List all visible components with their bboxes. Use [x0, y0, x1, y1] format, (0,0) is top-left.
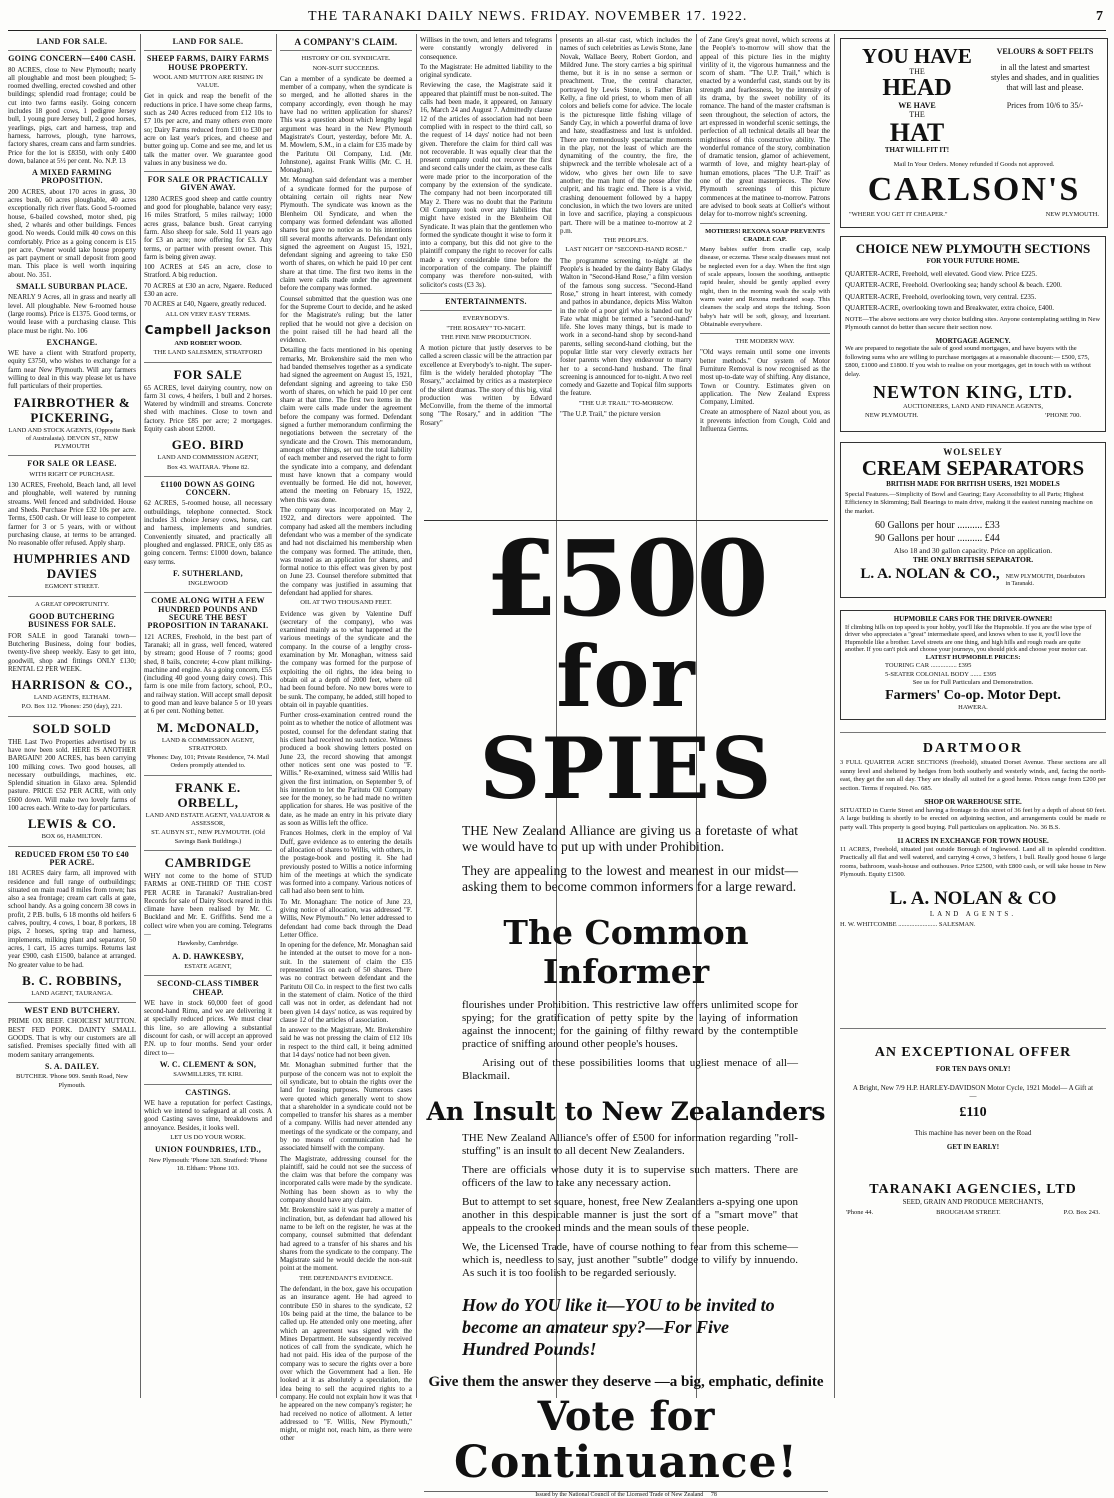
licensed-trade-advertisement	[424, 517, 828, 1498]
ad-title: A GREAT OPPORTUNITY.	[35, 600, 109, 608]
firm-name: HARRISON & CO.,	[11, 677, 133, 693]
harley-davidson-ad	[840, 1024, 1106, 1384]
ad-town: NEW PLYMOUTH.	[1045, 211, 1099, 218]
ad-text: WE have a client with Stratford property, equity £3750, who wishes to exchange for a farm near New Plymouth. Will any farmers willing to deal in this way please let us have full particulars of their properties.	[8, 349, 136, 391]
ad-text: THE Last Two Properties advertised by us have now been sold. HERE IS ANOTHER BARGAIN! 200 ACRES, has been carrying 100 milking cows. Two good houses, all necessary outbuildings, machines, etc. Splendid situation in Glaxo area. Splendid pasture. PRICE £52 PER ACRE, with only £600 down. Will make two lovely farms of 100 acres each. Write to-day for particulars.	[8, 737, 136, 813]
ad-price: £110	[959, 1104, 987, 1120]
ad-title: MOTHERS! REXONA SOAP PREVENTS CRADLE CAP.	[705, 227, 825, 243]
ad-paragraph: There are officials whose duty it is to supervise such matters. There are officers of the law to take any necessary action.	[462, 1164, 798, 1189]
ad-title: WEST END BUTCHERY.	[24, 1006, 120, 1016]
column-rule	[276, 34, 277, 1398]
ad-slogan: "WHERE YOU GET IT CHEAPER."	[849, 211, 948, 218]
ad-paragraph: THE New Zealand Alliance are giving us a foretaste of what we would have to put up with under Prohibition.	[462, 823, 798, 854]
ad-text: 62 ACRES, 5-roomed house, all necessary outbuildings, telephone connected. Stock includes 31 choice Jersey cows, horse, cart and harness, implements and sundries. Conveniently situated, and practically all ploughed and englassed. PRICE, only £85 as going concern. Terms: £1000 down, balance easy terms.	[144, 499, 272, 566]
page-number: 7	[1096, 9, 1104, 24]
article-subheading: THE FINE NEW PRODUCTION.	[440, 333, 532, 341]
firm-address: LAND & COMMISSION AGENT, STRATFORD.	[161, 736, 255, 752]
ad-text: 70 ACRES at £40, Ngaere, greatly reduced.	[144, 300, 267, 309]
article-paragraph: Mr. Monaghan said defendant was a member of a syndicate formed for the purpose of obtaining certain oil rights near New Plymouth. The syndicate was known as the Blenheim Oil Syndicate, and when the company was formed defendant was allotted shares but gave no notice as to his intentions till several months afterwards. Defendant only signed the agreement on August 15, 1921, defendant signing and agreeing to take £50 worth of shares, on which he paid 10 per cent share at that time. The first two items in the claim were calls made under the agreement before the company was formed.	[280, 176, 412, 293]
article-paragraph: Evidence was given by Valentine Duff (secretary of the company), who was examined mainly as to what happened at the various meetings of the syndicate and the company. In the course of a lengthy cross-examination by Mr. Monaghan, witness said the company was formed for the purpose of exploiting the oil rights, the idea being to obtain oil at a depth of 2000 feet, where oil had been found before. No new bores were to be sunk. The company, he added, still hoped to obtain oil in payable quantities.	[280, 609, 412, 709]
ad-title: CASTINGS.	[185, 1087, 231, 1097]
ad-title: £1100 DOWN AS GOING CONCERN.	[160, 479, 256, 498]
firm-name: LEWIS & CO.	[27, 816, 117, 832]
ad-heading: SHOP OR WAREHOUSE SITE.	[924, 798, 1022, 806]
ad-text: 121 ACRES, Freehold, in the best part of Taranaki; all in grass, well fenced, watered by stream; good House of 7 rooms; good shed, 8 bails, concrete; 4-cow plant milking-machine and engine. As a going concern, £55 (including 40 good young dairy cows). This farm is one mile from factory, school, P.O., and railway station. Will accept small deposit to good man and leave balance 5 or 10 years at 6 per cent. Nothing better.	[144, 632, 272, 716]
ad-title: CAMBRIDGE	[164, 854, 252, 870]
ad-head: HEAD	[882, 75, 952, 101]
firm-address: NEW PLYMOUTH, Distributors in Taranaki.	[1005, 574, 1086, 587]
ad-the: THE	[909, 110, 925, 119]
firm-address: THE LAND SALESMEN, STRATFORD	[153, 349, 263, 357]
article-paragraph: Mr. Monaghan submitted further that the purpose of the concern was not to exploit the oil syndicate, but to obtain the rights over the land for leasing purposes. Numerous cases were quoted which generally went to show that a shareholder in a syndicate could not be compelled to transfer his shares as a member of a company. Willis had never attended any meetings of the syndicate or the company, and by no means of communication had he associated himself with the company.	[280, 1061, 412, 1153]
section-listing: QUARTER-ACRE, overlooking town and Breakwater, extra choice, £400.	[845, 304, 1055, 312]
ad-text: 181 ACRES dairy farm, all improved with residence and full range of outbuildings; situated on main road 8 miles from town; has also a sea frontage; cream cart calls at gate, school handy. As a going concern 38 cows in profit, 2 P.B. bulls, 6 18 months old heifers 6 calves, poultry, 4 cows, 1 boar, 8 porkers, 18 pigs, 2 horses, spring trap and harness, implements, milking plant and separator, 50 acres, 1 cart, 15 acres turnips. Returns last year £900, cash £1500, balance at arranged. No greater value to be had.	[8, 869, 136, 969]
firm-address: LAND AGENT, TAURANGA.	[31, 989, 113, 997]
firm-address: HAWERA.	[958, 703, 988, 711]
ad-fit: THAT WILL FIT IT!	[884, 146, 950, 154]
firm-name: A. D. HAWKESBY,	[172, 951, 244, 961]
article-paragraph: Mr. Brokenshire said it was purely a matter of inclination, but, as defendant had allowed his name to be left on the register, he was at the company, counsel submitted that defendant had agreed to a transfer of his shares and his shares from the syndicate to the company. The Magistrate said he would decide the non-suit point at the moment.	[280, 1206, 412, 1273]
article-subheading: "THE U.P. TRAIL" TO-MORROW.	[578, 399, 674, 407]
firm-name: HUMPHRIES AND DAVIES	[13, 551, 131, 582]
ad-prices: Prices from 10/6 to 35/-	[1006, 101, 1084, 110]
ad-text: Special Features.—Simplicity of Bowl and Gearing; Easy Accessibility to all Parts; Highest Efficiency in Skimming; Ball Bearings to main drive, making it the easiest running machine on the market.	[845, 490, 1093, 515]
article-subheading: THE MODERN WAY.	[735, 338, 795, 346]
firm-block	[845, 566, 1101, 588]
column-rule	[140, 34, 141, 1398]
article-title: A COMPANY'S CLAIM.	[294, 37, 398, 47]
firm-address: LAND AGENTS.	[929, 909, 1017, 918]
ad-subtitle: GOOD BUTCHERING BUSINESS FOR SALE.	[28, 612, 116, 630]
column-land-for-sale-2	[144, 34, 272, 1398]
ad-note: This machine has never been on the Road	[914, 1128, 1032, 1137]
firm-subname: SEED, GRAIN AND PRODUCE MERCHANTS,	[902, 1197, 1044, 1206]
ad-text: SITUATED in Currie Street and having a frontage to this street of 36 feet by a depth of about 60 feet. A large building is shortly to be erected on adjoining section, and arrangements could be made re party wall. This property is good buying. Full particulars on application. No. 36 B.S.	[840, 806, 1106, 831]
article-subheading: LAST NIGHT OF "SECOND-HAND ROSE."	[565, 246, 687, 254]
ad-paragraph: flourishes under Prohibition. This restrictive law offers unlimited scope for spying; for the gratification of petty spite by the laying of information against the innocent; for the gaining of filthy reward by the contemptible practice of sniffing around other people's houses.	[462, 999, 798, 1050]
ad-paragraph: Arising out of these possibilities looms that ugliest menace of all—Blackmail.	[462, 1057, 798, 1082]
ad-title: FOR SALE	[173, 366, 243, 382]
ad-title: FOR SALE OR PRACTICALLY GIVEN AWAY.	[147, 175, 269, 193]
ad-paragraph: They are appealing to the lowest and meanest in our midst—asking them to become common informers for a large reward.	[462, 863, 798, 894]
firm-address: BOX 66, HAMILTON.	[41, 833, 103, 841]
ad-heading: An Insult to New Zealanders	[426, 1097, 826, 1126]
ad-text: WE have in stock 60,000 feet of good second-hand Rimu, and we are delivering it at specially reduced prices. We must clear this line, so are allowing a substantial discount for cash, or will accept an approved P.N. up to four months. Send your order direct to—	[144, 998, 272, 1057]
article-paragraph: Willises in the town, and letters and telegrams were constantly wrongly delivered in consequence.	[420, 36, 552, 61]
ad-heading: LATEST HUPMOBILE PRICES:	[925, 653, 1021, 661]
ad-heading: MORTGAGE AGENCY.	[935, 336, 1011, 345]
entertainment-column-2	[700, 34, 830, 514]
article-paragraph: In opening for the defence, Mr. Monaghan said he intended at the outset to move for a non-suit. In the statement of claim the £35 represented 15s on each of 50 shares. There was no contract between defendant and the Paritutu Oil Co. in respect to the first two calls in the statement of claim. Notice of the third call was not in order, as defendant had not been given 14 days' notice, as was required by clause 12 of the articles of association.	[280, 941, 412, 1024]
column-rule	[834, 34, 835, 1398]
ad-paragraph: But to attempt to set square, honest, free New Zealanders a-spying one upon another in this despicable manner is just the sort of a "smart move" that appeals to the crooked minds and the mean souls of these people.	[462, 1196, 799, 1234]
price-90-gallons: 90 Gallons per hour .......... £44	[875, 533, 1000, 544]
firm-phone: 'Phone 44.	[846, 1209, 874, 1216]
ad-text: If climbing hills on top speed is your hobby, you'll like the Hupmobile. If you are the wise type of driver who appreciates a "great" intermediate speed, and knows when to use it, you'll love the Hupmobile like a brother. Level streets are one thing, and high hills and rough roads are quite another. If you can't pick and choose your journeys, you should pick and choose your motor car.	[845, 623, 1092, 653]
newspaper-title: THE TARANAKI DAILY NEWS. FRIDAY. NOVEMBER 17. 1922.	[308, 9, 748, 24]
firm-subname: LAND AND ESTATE AGENT, VALUATOR & ASSESSOR,	[145, 811, 271, 828]
ad-you-have: YOU HAVE	[862, 44, 972, 68]
section-header: LAND FOR SALE.	[172, 37, 244, 46]
firm-contact	[840, 1209, 1106, 1218]
ad-footer-number: 78	[710, 1492, 717, 1498]
ad-we-have: WE HAVE	[898, 101, 936, 110]
ad-paragraph: We, the Licensed Trade, have of course nothing to fear from this scheme—which is, needless to say, just another "subtle" dodge to vilify by innuendo. As such it is too foolish to be regarded seriously.	[462, 1241, 798, 1279]
section-listing: QUARTER-ACRE, Freehold. Overlooking sea; handy school & beach. £200.	[845, 281, 1062, 289]
price-colonial-body: 5-SEATER COLONIAL BODY ....... £395	[885, 670, 997, 678]
article-paragraph: Can a member of a syndicate be deemed a member of a company, when the syndicate is so merged, and he allotted shares in the company accordingly, even though he may have had no written application for shares? This was a question about which lengthy legal argument was heard in the New Plymouth Magistrate's Court, yesterday, before Mr. A. M. Mowlem, S.M., in a claim for £35 made by the Paritutu Oil Company, Ltd. (Mr. Johnstone), against Frank Willis (Mr. C. H. Monaghan).	[280, 74, 412, 175]
carlsons-hat-ad	[840, 38, 1108, 228]
article-subheading: NON-SUIT SUCCEEDS.	[312, 64, 380, 72]
carlsons-logo: CARLSON'S	[867, 171, 1081, 208]
price-touring-car: TOURING CAR ................ £395	[885, 662, 972, 669]
ad-footer-text: Issued by the National Council of the Licensed Trade of New Zealand	[535, 1492, 704, 1498]
ad-text: Get in quick and reap the benefit of the reductions in price. I have some cheap farms, such as 240 Acres reduced from £12 10s to £7 10s per acre, and many others even more so; Dairy Farms reduced from £10 to £30 per acre on last year's prices, and cheese and butter going up. Come and see me, and let us talk the matter over. We guarantee good values in any business we do.	[144, 92, 272, 167]
ad-headline: for SPIES	[479, 627, 773, 818]
firm-name: Farmers' Co-op. Motor Dept.	[885, 687, 1061, 703]
price-60-gallons: 60 Gallons per hour .......... £33	[875, 520, 1000, 531]
article-subheading: OIL AT TWO THOUSAND FEET.	[300, 599, 392, 607]
firm-phone: New Plymouth: 'Phone 328. Stratford: 'Phone 18. Eltham: 'Phone 103.	[148, 1156, 268, 1172]
section-listing: QUARTER-ACRE, Freehold, well elevated. Good view. Price £225.	[845, 269, 1037, 278]
firm-address: BUTCHER. 'Phone 909. Smith Road, New Plymouth.	[15, 1073, 129, 1089]
ad-text: 200 ACRES, about 170 acres in grass, 30 acres bush, 60 acres ploughable, 40 acres exceptionally rich river flats. Good 5-roomed house, 6-bailed cowshed, motor shed, pig shed, 2 wharés and other buildings. Fences good. No weeds. Could milk 40 cows on this comfortably. Price as a going concern is £15 per acre. Owner would take house property as part payment or small deposit from good man. This place is well worth inquiring about. No. 351.	[8, 187, 136, 279]
firm-name: B. C. ROBBINS,	[22, 972, 122, 988]
ad-paragraph: THE New Zealand Alliance's offer of £500 for information regarding "roll-stuffing" is an insult to all decent New Zealanders.	[462, 1132, 798, 1157]
wolseley-separator-ad	[840, 442, 1106, 598]
firm-address: ST. AUBYN ST., NEW PLYMOUTH. (Old Savings Bank Buildings.)	[151, 829, 265, 845]
ad-text: 100 ACRES at £45 an acre, close to Stratford. A big reduction.	[144, 263, 272, 280]
ad-text: 65 ACRES, level dairying country, now on farm 31 cows, 4 heifers, 1 bull and 2 horses. Watered by windmill and streams. Concrete shed with machines. Close to town and factory. Price £85 per acre; 2 mortgages. Equity cash about £2000.	[144, 383, 272, 433]
ad-title: AN EXCEPTIONAL OFFER	[874, 1045, 1072, 1060]
ad-vote: Vote for	[537, 1393, 715, 1440]
section-header: LAND FOR SALE.	[36, 37, 108, 46]
article-subheading: THE DEFENDANT'S EVIDENCE.	[299, 1274, 393, 1282]
ad-title: CREAM SEPARATORS	[861, 456, 1085, 480]
article-paragraph: To the Magistrate: He admitted liability to the original syndicate.	[420, 62, 552, 80]
article-paragraph: The Magistrate, addressing counsel for the plaintiff, said he could not see the success of the claim was that before the company was incorporated calls were made by the syndicate. Nothing has been shown as to why the company should have any claim.	[280, 1154, 412, 1205]
firm-address: ESTATE AGENT,	[184, 962, 232, 970]
masthead	[8, 6, 1106, 31]
firm-phone: 'Phones: Day, 101; Private Residence, 74. Mail Orders promptly attended to.	[146, 754, 270, 770]
article-subheading: "THE ROSARY" TO-NIGHT.	[446, 324, 526, 332]
article-paragraph: The defendant, in the box, gave his occupation as an insurance agent. He had agreed to contribute £50 in shares to the syndicate, £2 10s being paid at the time, the balance to be called up. He attended only one meeting, after which an agreement was signed with the Mines Department. He subsequently received notices of call from the syndicate, which he had not paid. His idea of the purpose of the company was to secure the rights over a bore over which the Government had a lien. He looked at it as absolutely a speculation, the idea being to sell the acquired rights to a company. He could not explain how it was that he appeared on the new company's register; he had received no notice of allotment. A letter addressed to "F. Willis, New Plymouth," might, or might not, reach him, as there were other	[280, 1285, 412, 1443]
firm-name: FAIRBROTHER & PICKERING,	[13, 394, 131, 425]
ad-subtitle: WITH RIGHT OF PURCHASE.	[29, 470, 115, 478]
telegram-address: Hawkesby, Cambridge.	[177, 940, 239, 948]
ad-subtitle: WOOL AND MUTTON ARE RISING IN VALUE.	[153, 73, 263, 90]
ad-note: NOTE—The above sections are very choice building sites. Anyone contemplating settling in New Plymouth cannot do better than secure their section now.	[845, 315, 1101, 331]
article-paragraph: of Zane Grey's great novel, which screens at the People's to-morrow will show that the appeal of this picture lies in the mighty virility of it, the vigorous humanness and the scorn of sham. "The U.P. Trail," which is enacted by a wonderful cast, stands out by its strength and fearlessness, by the intensity of its drama, by the sweet nobility of its romance. The hand of the master craftsman is seen throughout, the selection of actors, the art expressed in wonderful scenic settings, the perfection of all technical details all bear the mightiness of this constructive ability. The wonderful romance of the story, combination of dramatic tension, glamor of achievement, warmth of love, and mighty heart-play of human emotions, places "The U.P. Trail" as one of the great masterpieces. The New Plymouth screenings of this picture commences at the matinee to-morrow. Patrons are advised to book seats at Collier's without delay for to-morrow night's screening.	[700, 36, 830, 219]
ad-title: A MIXED FARMING PROPOSITION.	[32, 168, 112, 186]
ad-velours: VELOURS & SOFT FELTS	[996, 47, 1094, 56]
ad-text: Many babies suffer from cradle cap, scalp disease, or eczema. These scalp diseases must not be neglected even for a day. When the first sign of scale appears, loosen the soothing, antiseptic rapid healer, should be gently applied every night, then in the morning wash the scalp with warm water and Rexona medicated soap. This cleanses the scalp and stops the itching. Soon baby's hair will be soft, glossy, and luxuriant. Obtainable everywhere.	[700, 246, 830, 328]
ad-title: SHEEP FARMS, DAIRY FARMS HOUSE PROPERTY.	[146, 54, 270, 72]
column-land-for-sale-1	[8, 34, 136, 1398]
ad-text: 3 FULL QUARTER ACRE SECTIONS (freehold), situated Dorset Avenue. These sections are all sunny level and sheltered by hedges from both southerly and westerly winds, and, facing the north-east, they get the sun all day. They are ideally all suited for a good home. Prices range from £200 per section. Terms if required. No. 685.	[840, 759, 1106, 792]
brand-name: WOLSELEY	[943, 447, 1003, 457]
firm-name: L. A. NOLAN & CO.,	[860, 566, 1000, 582]
article-paragraph: Counsel submitted that the question was one for the Supreme Court to decide, and he asked for the Magistrate's ruling; but the latter replied that he would not give a decision on the point raised till he had heard all the evidence.	[280, 294, 412, 345]
dartmoor-land-ad	[840, 728, 1106, 1018]
ad-call-to-action: GET IN EARLY!	[946, 1143, 1000, 1151]
ad-continuance: Continuance!	[454, 1437, 798, 1488]
ad-text: WE have a reputation for perfect Castings, which we intend to safeguard at all costs. A good Casting saves time, breakdowns and annoyance. Besides, it looks well.	[144, 1098, 272, 1132]
ad-title: EXCHANGE.	[46, 337, 98, 347]
ad-title: REDUCED FROM £50 TO £40 PER ACRE.	[14, 849, 130, 867]
firm-name: S. A. DAILEY.	[44, 1061, 100, 1071]
ad-heading: 11 ACRES IN EXCHANGE FOR TOWN HOUSE.	[897, 837, 1049, 845]
ad-side-text: in all the latest and smartest styles and shades, and in qualities that will last and please.	[991, 63, 1099, 92]
firm-contact	[845, 412, 1101, 421]
ad-mail-orders: Mail In Your Orders. Money refunded if Goods not approved.	[893, 161, 1055, 168]
ad-text: See us for Full Particulars and Demonstration.	[912, 679, 1034, 686]
newton-king-sections-ad	[840, 236, 1106, 432]
article-paragraph: To Mr. Monaghan: The notice of June 23, giving notice of allocation, was addressed "F. Willis, New Plymouth." No letter addressed to defendant had come back through the Dead Letter Office.	[280, 897, 412, 939]
ad-text: Also 18 and 30 gallon capacity. Price on application.	[893, 546, 1053, 555]
ad-text: FOR SALE in good Taranaki town—Butchering Business, doing four bodies, twenty-five sheep weekly. Easy to get into, goodwill, shop and fittings ONLY £130; RENTAL £2 PER WEEK.	[8, 631, 136, 673]
article-paragraph: presents an all-star cast, which includes the names of such celebrities as Lewis Stone, Jane Novak, Wallace Beery, Robert Gordon, and Mildred June. The story carries a big spiritual theme, but it is in no sense a sermon or preachment. True, the central character, portrayed by Lewis Stone, is Father Brian Kelly, a fine old priest, to whom men of all colors and beliefs come for advice. The locale is the picturesque little fishing village of Sandy Cay, in which a powerful drama of love and hate, steadfastness and lust is unfolded. There are tremendously spectacular moments in the play, not the least of which are the dynamiting of the country, the fire, the shipwreck and the terrible wholesale act of a widow, who gives her own life to save another; the man hunt of the posse after the culprit, and his tragic end. There is a vivid, crashing denouement followed by a happy conclusion, in which the two lovers are united in love and sacrifice, playing a conspicuous part. There will be a matinee to-morrow at 2 p.m.	[560, 36, 692, 235]
ad-title: CHOICE NEW PLYMOUTH SECTIONS	[855, 241, 1091, 256]
firm-name: UNION FOUNDRIES, LTD.,	[154, 1145, 262, 1155]
firm-address: EGMONT STREET.	[44, 583, 100, 591]
firm-address: LAND AGENTS, ELTHAM.	[33, 694, 111, 702]
article-paragraph: Frances Holmes, clerk in the employ of Val Duff, gave evidence as to entering the details of allocation of shares to Willis, with others, in the postage-book and posting it. She had previously posted to Willis a notice informing him of the meetings at which the syndicate was formed into a company. Various notices of call had also been sent to him.	[280, 829, 412, 896]
salesman: H. W. WHITCOMBE ........................ SALESMAN.	[840, 921, 976, 928]
firm-name: L. A. NOLAN & CO	[889, 887, 1057, 909]
ad-text: We are prepared to negotiate the sale of good sound mortgages, and have buyers with the following sums who are willing to purchase mortgages at a reasonable discount:— £500, £75, £800, £1000 and £1800. If you wish to realise on your mortgages, get in touch with us without delay.	[845, 345, 1091, 378]
ad-title: SMALL SUBURBAN PLACE.	[16, 282, 128, 292]
ad-text: PRIME OX BEEF. CHOICEST MUTTON. BEST FED PORK. DAINTY SMALL GOODS. That is why our customers are all satisfied. Premises specially fitted with all modern sanitary arrangements.	[8, 1017, 136, 1059]
ad-text: 80 ACRES, close to New Plymouth; nearly all ploughable and most been ploughed; 5-roomed dwelling, erected cowshed and other buildings; splendid road frontage; could be cut into two farms easily. Going concern includes 18 good cows, 1 pedigree Jersey bull, 1 young pure Jersey bull, 2 good horses, yearlings, pigs, cart and harness, trap and harness, harrows, plough, tyne harrows, factory shares, cream cans and farm sundries. Price for the lot is £8350, with only £400 down, balance at 5½ per cent. No. N.P. 13	[8, 65, 136, 165]
ad-text: WHY not come to the home of STUD FARMS at ONE-THIRD OF THE COST PER ACRE in Taranaki? Australian-bred Records for sale of Dairy Stock reared in this climate have been realised by Mr. C. Buckland and Mr. E. Griffiths. Send me a collect wire when you are coming. Telegrams—	[144, 871, 272, 939]
firm-address: INGLEWOOD	[188, 580, 228, 588]
ad-subtitle: BRITISH MADE FOR BRITISH USERS, 1921 MODELS	[886, 480, 1060, 488]
ad-amount: £500	[485, 517, 767, 640]
article-paragraph: "Old ways remain until some one invents better methods." Our system of Motor Furniture Removal is now recognised as the most up-to-date way of shifting. Any distance, Town or Country. Estimates given on application. The New Zealand Express Company, Limited.	[700, 348, 830, 407]
firm-phone: P.O. Box 112. 'Phones: 250 (day), 221.	[21, 703, 123, 711]
article-paragraph: Further cross-examination centred round the point as to whether the notice of allotment was posted, counsel for the defendant stating that his client had received no such notice. Witness produced a book showing letters posted on June 23, the record showing that amongst other notices sent one was posted to "F. Willis." Re-examined, witness said Willis had given the first intimation, on September 9, of his intention to let the Paritutu Oil Company see for the money, so he had made no written application for shares. He was positive of the date, as he made an entry in his private diary as soon as Willis left the office.	[280, 711, 412, 828]
firm-name: F. SUTHERLAND,	[173, 568, 243, 578]
ad-text: 130 ACRES, Freehold, Beach land, all level and ploughable, well watered by running streams. Well fenced and subdivided. House and Sheds. Purchase Price £32 10s per acre. Terms, £500 cash. Or will lease to competent farmer for 3 or 5 years, with or without purchasing clause, at terms to be arranged. No reasonable offer refused. Apply sharp.	[8, 481, 136, 548]
article-paragraph: Create an atmosphere of Nazol about you, as it prevents infection from Cough, Cold and Influenza Germs.	[700, 408, 830, 434]
firm-name: NEWTON KING, LTD.	[872, 382, 1074, 402]
firm-box: P.O. Box 243.	[1063, 1209, 1100, 1216]
hupmobile-ad	[840, 610, 1106, 720]
firm-name: FRANK E. ORBELL,	[175, 779, 241, 810]
ad-footer	[424, 1491, 828, 1498]
ad-title: COME ALONG WITH A FEW HUNDRED POUNDS AND SECURE THE BEST PROPOSITION IN TARANAKI.	[147, 596, 269, 631]
firm-name: M. McDONALD,	[156, 719, 260, 735]
firm-name: TARANAKI AGENCIES, LTD	[869, 1181, 1077, 1197]
ad-text: A Bright, New 7/9 H.P. HARLEY-DAVIDSON Motor Cycle, 1921 Model— A Gift at—	[852, 1083, 1094, 1100]
ad-title: DARTMOOR	[922, 741, 1024, 756]
ad-title: GOING CONCERN—£400 CASH.	[8, 54, 136, 64]
ad-text: 70 ACRES at £30 an acre, Ngaere. Reduced £30 an acre.	[144, 281, 272, 299]
ad-title: SECOND-CLASS TIMBER CHEAP.	[157, 979, 259, 997]
section-listing: QUARTER-ACRE, Freehold, overlooking town, very central. £235.	[845, 292, 1037, 301]
ad-subtitle: FOR TEN DAYS ONLY!	[935, 1065, 1011, 1073]
firm-name: GEO. BIRD	[171, 437, 245, 453]
article-subheading: THE PEOPLE'S.	[603, 237, 649, 245]
firm-phone: 'PHONE 700.	[1045, 411, 1081, 419]
ad-the: THE	[909, 67, 925, 76]
ad-subtitle: LET US DO YOUR WORK.	[170, 1133, 246, 1141]
article-paragraph: Reviewing the case, the Magistrate said it appeared that plaintiff must be non-suited. The calls had been made, it appeared, on January 16, March 24 and August 7. Admittedly clause 12 of the articles of association had not been complied with in respect to the third call, so the request of 14 days' notice had not been given. Therefore the claim for third call was not recoverable. It was equally clear that the present company could not recover the first and second calls under the claim, as these calls were made prior to the incorporation of the company by the extension of the syndicate. The company had not been incorporated till May 2. There was no doubt that the Paritutu Oil Company took over any liabilities that might have existed in the Blenheim Oil Syndicate. It was plain that the gentlemen who formed the syndicate thought it wise to form it into a company, but this did not give to the plaintiff company the right to recover for calls made a very considerable time before the incorporation of the company. The plaintiff company was therefore non-suited, with solicitor's costs (£3 3s).	[420, 81, 552, 289]
firm-name: W. C. CLEMENT & SON,	[159, 1059, 257, 1069]
ad-title: FOR SALE OR LEASE.	[27, 459, 117, 469]
article-paragraph: The company was incorporated on May 2, 1922, and directors were appointed. The company had asked all the members including defendant who was a member of the syndicate and had not disclaimed his membership when the company was formed. The attitude, then, was treated as an application for shares, and formal notice to this effect was given by post on June 23. Counsel therefore submitted that the company was justified in assuming that defendant had applied for shares.	[280, 506, 412, 597]
column-rule	[416, 34, 417, 1398]
firm-town: NEW PLYMOUTH.	[865, 411, 919, 419]
ad-text: THE ONLY BRITISH SEPARATOR.	[912, 554, 1034, 564]
firm-subname: AND ROBERT WOOD.	[174, 339, 242, 347]
article-subheading: HISTORY OF OIL SYNDICATE.	[301, 55, 391, 63]
firm-name: Campbell Jackson	[144, 322, 272, 337]
article-paragraph: In answer to the Magistrate, Mr. Brokenshire said he was not pressing the claim of £12 10s in respect to the third call, it being admitted that 14 days' notice had not been given.	[280, 1026, 412, 1060]
ad-subtitle: FOR YOUR FUTURE HOME.	[926, 257, 1020, 265]
section-title: ENTERTAINMENTS.	[445, 296, 527, 306]
ad-title: HUPMOBILE CARS FOR THE DRIVER-OWNER!	[893, 615, 1053, 623]
firm-address: AUCTIONEERS, LAND AND FINANCE AGENTS,	[902, 403, 1044, 410]
ad-text: 11 ACRES, Freehold, situated just outside Borough of Inglewood. Land all in splendid condition. Practically all flat and well watered, and carrying 4 cows, 3 heifers, 1 bull. Really good house 6 large rooms, bathroom, wash-house and outhouses. Price £2500, with £800 cash, or will take house in New Plymouth. Equity £1500.	[840, 845, 1106, 878]
ad-question: How do YOU like it—YOU to be invited to become an amateur spy?—For Five Hundred Pounds!	[462, 1295, 775, 1359]
entertainment-column	[560, 34, 692, 514]
ad-text: 1280 ACRES good sheep and cattle country and good for ploughable, balance very easy; 16 miles Stratford, 5 miles railway; 1000 acres grass, balance bush. Great carrying farm. Also sheep for sale. Sold 11 years ago for £3 an acre; now offering for £3. Any terms, or partner with present owner. This farm is being given away.	[144, 194, 272, 261]
ad-call-to-action: Give them the answer they deserve —a big, emphatic, definite	[428, 1374, 824, 1390]
ad-title: SOLD SOLD	[32, 720, 112, 736]
firm-address: LAND AND STOCK AGENTS, (Opposite Bank of Australasia). DEVON ST., NEW PLYMOUTH	[8, 426, 136, 451]
firm-address: SAWMILLERS, TE KIRI.	[173, 1071, 243, 1079]
article-paragraph: The programme screening to-night at the People's is headed by the dainty Baby Gladys Walton in "Second-Hand Rose," a film version of the famous song success. "Second-Hand Rose," strong in heart interest, with comedy and pathos in abundance, depicts Miss Walton in the role of a poor girl who is handed out by Fate what might be termed a "second-hand" life. She loves many things, but is made to work in a second-hand shop by second-hand parents, selling second-hand clothing, but the popular little star very cleverly extracts her foster parents when they endeavour to marry her to a second-hand husband. The final screening is announced for to-night. A two reel comedy and Gazette and Topical film supports the feature.	[560, 256, 692, 398]
firm-address: LAND AND COMMISSION AGENT,	[157, 454, 259, 462]
article-continued	[420, 34, 552, 514]
article-subheading: EVERYBODY'S.	[462, 315, 510, 323]
article-company-claim	[280, 34, 412, 1443]
article-paragraph: Detailing the facts mentioned in his opening remarks, Mr. Brokenshire said the men who had banded themselves together as a syndicate had signed the agreement on August 15, 1921, defendant signing and agreeing to take £50 worth of shares, on which he paid 10 per cent share at that time. The first two items in the claim were calls made under the agreement before the company was formed. Defendant signed a further memorandum confirming the negotiations between the secretary of the syndicate and the Crown. This memorandum, amongst other things, set out the total liability of each member and reserved the right to form the syndicate into a company, and defendant must have known that a company would eventually be formed. He did not, however, attend the meeting on February 15, 1922, when this was done.	[280, 346, 412, 504]
firm-phone: Box 43. WAITARA. 'Phone 82.	[167, 463, 249, 471]
article-paragraph: "The U.P. Trail," the picture version	[560, 410, 661, 419]
article-paragraph: A motion picture that justly deserves to be called a screen classic will be the attraction par excellence at Everybody's to-night. The super-film is the widely heralded photoplay "The Rosary," acclaimed by critics as a masterpiece of the silent dramas. The story of this big, vital production was written by Edward McConville, from the theme of the immortal song "The Rosary," and in addition "The Rosary"	[420, 344, 552, 427]
firm-street: BROUGHAM STREET.	[936, 1209, 1001, 1216]
ad-text: NEARLY 9 Acres, all in grass and nearly all level. All ploughable. New 6-roomed house (large rooms). Price is £1375. Good terms, or would lease with a purchasing clause. This place must be right. No. 106	[8, 293, 136, 335]
ad-hat: HAT	[889, 118, 945, 147]
ad-heading: The Common Informer	[503, 913, 749, 991]
ad-subtitle: ALL ON VERY EASY TERMS.	[165, 310, 251, 318]
